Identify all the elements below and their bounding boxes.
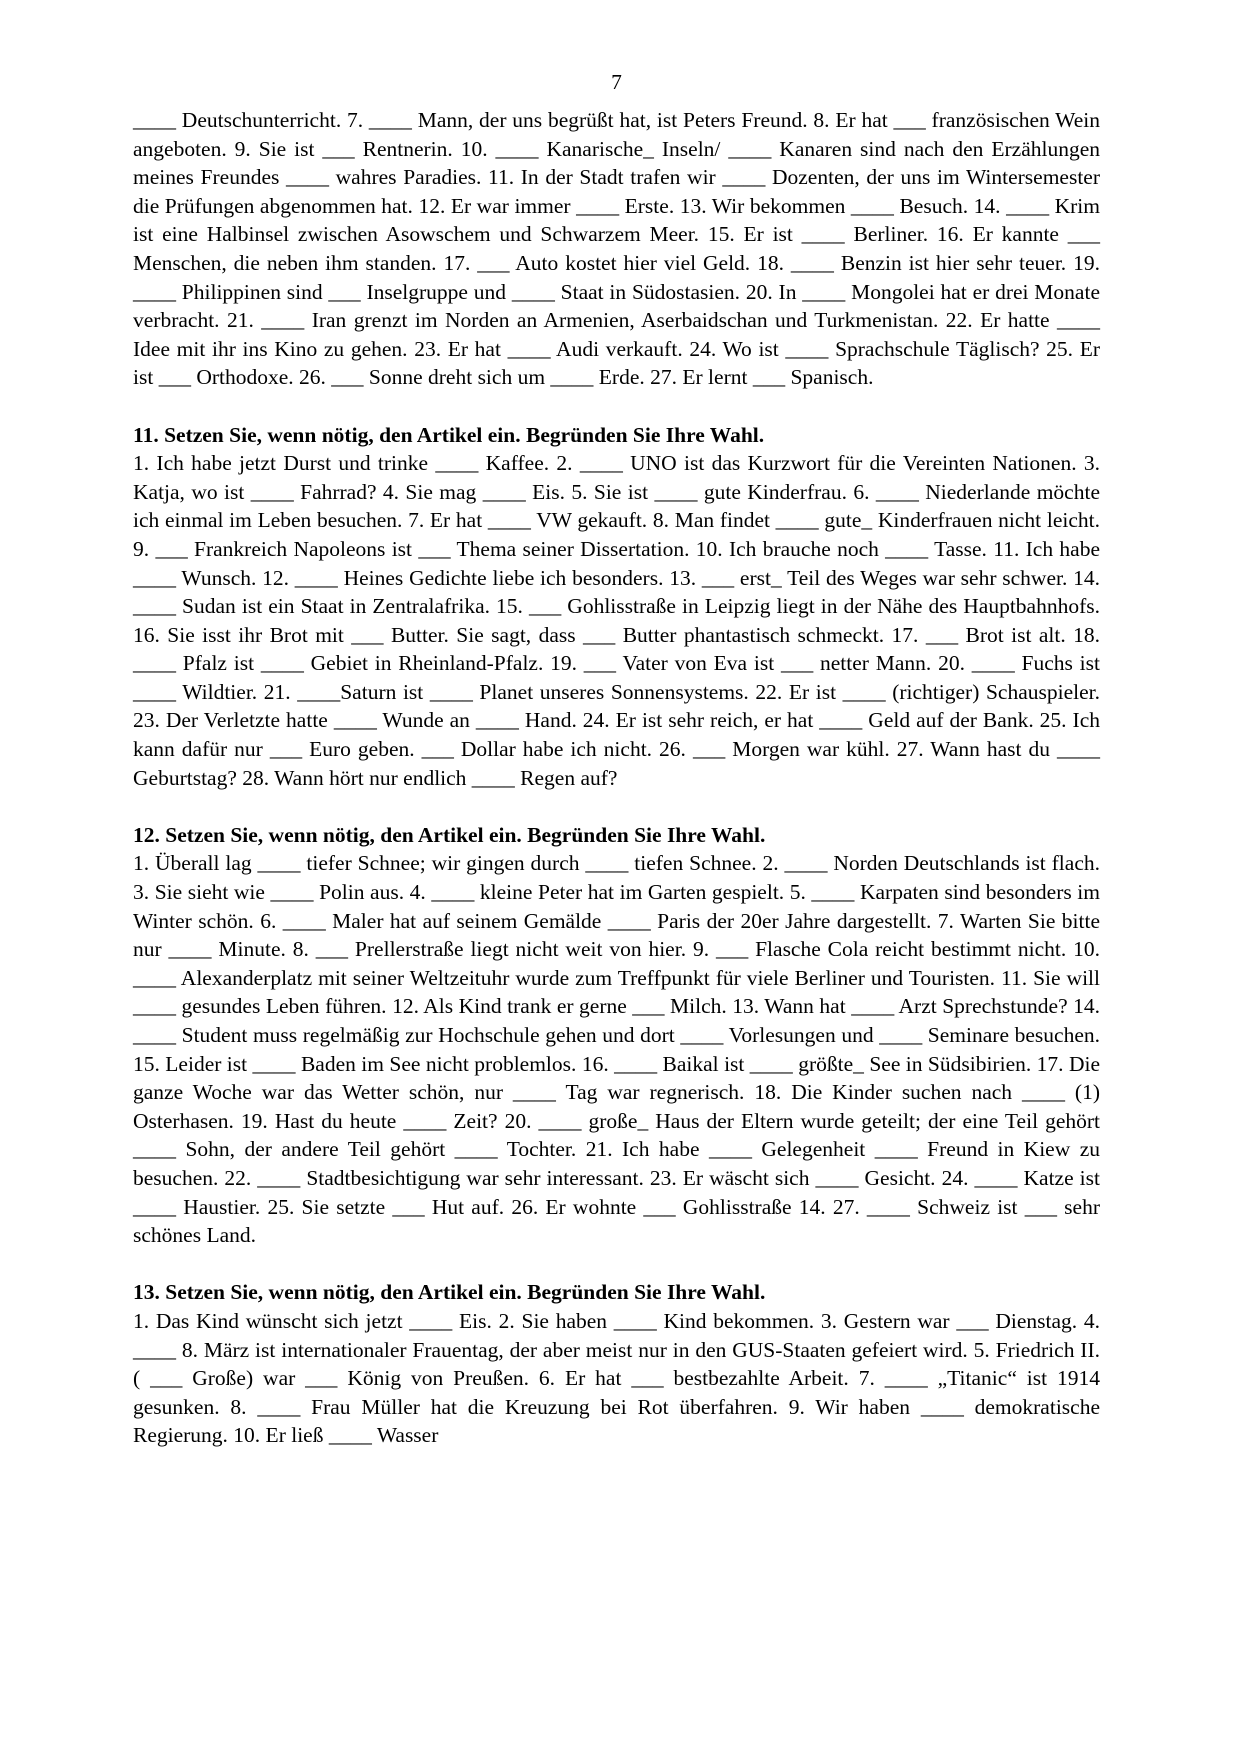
exercise-text: 1. Überall lag ____ tiefer Schnee; wir gingen durch ____ tiefen Schnee. 2. ____ Norden Deutschlands ist flach. 3. Sie sieht wie ____ Polin aus. 4. ____ kleine Peter hat im Garten gespielt. 5. ____ Karpaten sind besonders im Winter schön. 6. ____ Maler hat auf seinem Gemälde ____ Paris der 20er Jahre dargestellt. 7. Warten Sie bitte nur ____ Minute. 8. ___ Prellerstraße liegt nicht weit von hier. 9. ___ Flasche Cola reicht bestimmt nicht. 10. ____ Alexanderplatz mit seiner Weltzeituhr wurde zum Treffpunkt für viele Berliner und Touristen. 11. Sie will ____ gesundes Leben führen. 12. Als Kind trank er gerne ___ Milch. 13. Wann hat ____ Arzt Sprechstunde? 14. ____ Student muss regelmäßig zur Hochschule gehen und dort ____ Vorlesungen und ____ Seminare besuchen. 15. Leider ist ____ Baden im See nicht problemlos. 16. ____ Baikal ist ____ größte_ See in Südsibirien. 17. Die ganze Woche war das Wetter schön, nur ____ Tag war regnerisch. 18. Die Kinder suchen nach ____ (1) Osterhasen. 19. Hast du heute ____ Zeit? 20. ____ große_ Haus der Eltern wurde geteilt; der eine Teil gehört ____ Sohn, der andere Teil gehört ____ Tochter. 21. Ich habe ____ Gelegenheit ____ Freund in Kiew zu besuchen. 22. ____ Stadtbesichtigung war sehr interessant. 23. Er wäscht sich ____ Gesicht. 24. ____ Katze ist ____ Haustier. 25. Sie setzte ___ Hut auf. 26. Er wohnte ___ Gohlisstraße 14. 27. ____ Schweiz ist ___ sehr schönes Land. xyxy=(133,851,1100,1248)
exercise-11 xyxy=(133,421,1100,793)
exercise-heading: 11. Setzen Sie, wenn nötig, den Artikel ein. Begründen Sie Ihre Wahl. xyxy=(133,422,765,447)
document-page xyxy=(133,68,1100,1450)
page-number: 7 xyxy=(611,70,622,94)
exercise-12 xyxy=(133,821,1100,1250)
exercise-heading: 13. Setzen Sie, wenn nötig, den Artikel ein. Begründen Sie Ihre Wahl. xyxy=(133,1280,766,1305)
exercise-text: 1. Ich habe jetzt Durst und trinke ____ Kaffee. 2. ____ UNO ist das Kurzwort für die Vereinten Nationen. 3. Katja, wo ist ____ Fahrrad? 4. Sie mag ____ Eis. 5. Sie ist ____ gute Kinderfrau. 6. ____ Niederlande möchte ich einmal im Leben besuchen. 7. Er hat ____ VW gekauft. 8. Man findet ____ gute_ Kinderfrauen nicht leicht. 9. ___ Frankreich Napoleons ist ___ Thema seiner Dissertation. 10. Ich brauche noch ____ Tasse. 11. Ich habe ____ Wunsch. 12. ____ Heines Gedichte liebe ich besonders. 13. ___ erst_ Teil des Weges war sehr schwer. 14. ____ Sudan ist ein Staat in Zentralafrika. 15. ___ Gohlisstraße in Leipzig liegt in der Nähe des Hauptbahnhofs. 16. Sie isst ihr Brot mit ___ Butter. Sie sagt, dass ___ Butter phantastisch schmeckt. 17. ___ Brot ist alt. 18. ____ Pfalz ist ____ Gebiet in Rheinland-Pfalz. 19. ___ Vater von Eva ist ___ netter Mann. 20. ____ Fuchs ist ____ Wildtier. 21. ____Saturn ist ____ Planet unseres Sonnensystems. 22. Er ist ____ (richtiger) Schauspieler. 23. Der Verletzte hatte ____ Wunde an ____ Hand. 24. Er ist sehr reich, er hat ____ Geld auf der Bank. 25. Ich kann dafür nur ___ Euro geben. ___ Dollar habe ich nicht. 26. ___ Morgen war kühl. 27. Wann hast du ____ Geburtstag? 28. Wann hört nur endlich ____ Regen auf? xyxy=(133,451,1100,790)
exercise-text: 1. Das Kind wünscht sich jetzt ____ Eis. 2. Sie haben ____ Kind bekommen. 3. Gestern war ___ Dienstag. 4. ____ 8. März ist internationaler Frauentag, der aber meist nur in den GUS-Staaten gefeiert wird. 5. Friedrich II. ( ___ Große) war ___ König von Preußen. 6. Er hat ___ bestbezahlte Arbeit. 7. ____ „Titanic“ ist 1914 gesunken. 8. ____ Frau Müller hat die Kreuzung bei Rot überfahren. 9. Wir haben ____ demokratische Regierung. 10. Er ließ ____ Wasser xyxy=(133,1308,1100,1448)
exercise-heading: 12. Setzen Sie, wenn nötig, den Artikel ein. Begründen Sie Ihre Wahl. xyxy=(133,822,766,847)
exercise-13 xyxy=(133,1278,1100,1450)
continued-exercise-text: ____ Deutschunterricht. 7. ____ Mann, der uns begrüßt hat, ist Peters Freund. 8. Er hat ___ französischen Wein angeboten. 9. Sie ist ___ Rentnerin. 10. ____ Kanarische_ Inseln/ ____ Kanaren sind nach den Erzählungen meines Freundes ____ wahres Paradies. 11. In der Stadt trafen wir ____ Dozenten, der uns im Wintersemester die Prüfungen abgenommen hat. 12. Er war immer ____ Erste. 13. Wir bekommen ____ Besuch. 14. ____ Krim ist eine Halbinsel zwischen Asowschem und Schwarzem Meer. 15. Er ist ____ Berliner. 16. Er kannte ___ Menschen, die neben ihm standen. 17. ___ Auto kostet hier viel Geld. 18. ____ Benzin ist hier sehr teuer. 19. ____ Philippinen sind ___ Inselgruppe und ____ Staat in Südostasien. 20. In ____ Mongolei hat er drei Monate verbracht. 21. ____ Iran grenzt im Norden an Armenien, Aserbaidschan und Turkmenistan. 22. Er hatte ____ Idee mit ihr ins Kino zu gehen. 23. Er hat ____ Audi verkauft. 24. Wo ist ____ Sprachschule Täglisch? 25. Er ist ___ Orthodoxe. 26. ___ Sonne dreht sich um ____ Erde. 27. Er lernt ___ Spanisch. xyxy=(133,108,1100,390)
